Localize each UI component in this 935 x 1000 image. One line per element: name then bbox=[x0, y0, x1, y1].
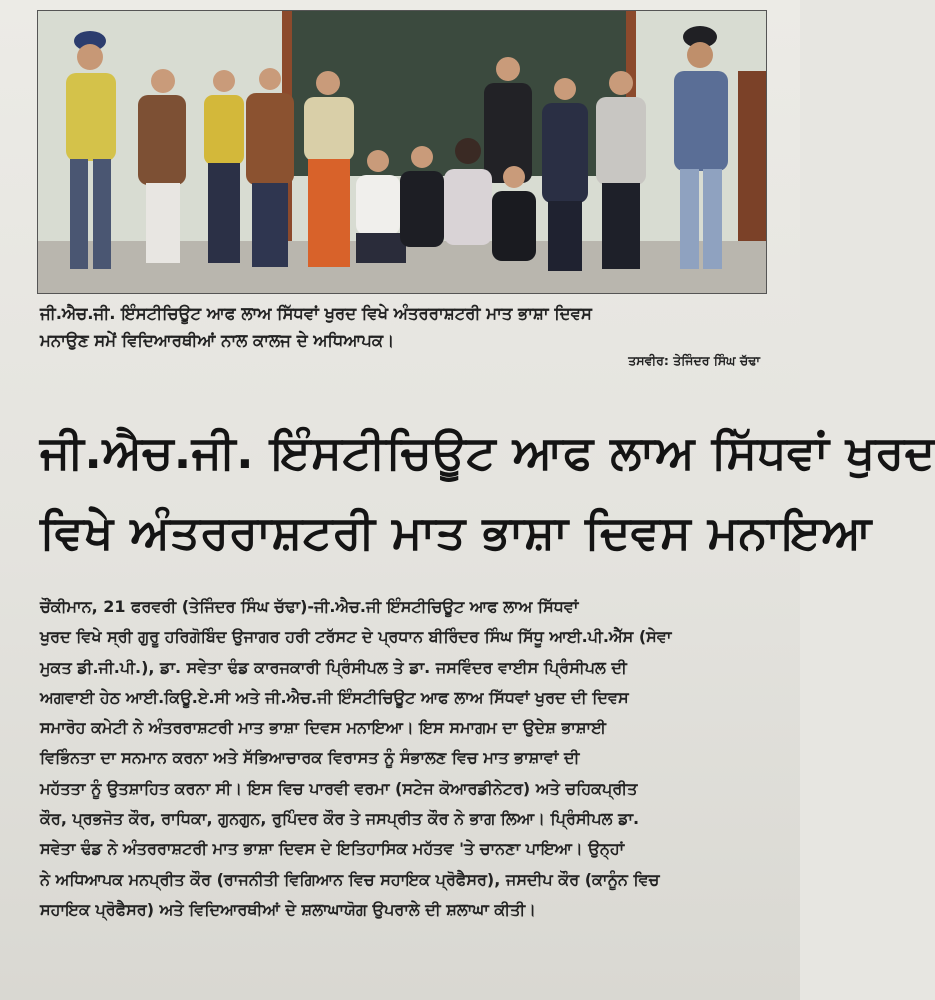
headline-line-1: ਜੀ.ਐਚ.ਜੀ. ਇੰਸਟੀਚਿਊਟ ਆਫ ਲਾਅ ਸਿੱਧਵਾਂ ਖੁਰਦ bbox=[40, 425, 935, 479]
body-line: ਚੌਂਕੀਮਾਨ, 21 ਫਰਵਰੀ (ਤੇਜਿੰਦਰ ਸਿੰਘ ਚੱਢਾ)-ਜੀ.ਐਚ.ਜੀ ਇੰਸਟੀਚਿਊਟ ਆਫ ਲਾਅ ਸਿੱਧਵਾਂ bbox=[40, 597, 579, 616]
body-line: ਨੇ ਅਧਿਆਪਕ ਮਨਪ੍ਰੀਤ ਕੌਰ (ਰਾਜਨੀਤੀ ਵਿਗਿਆਨ ਵਿਚ ਸਹਾਇਕ ਪ੍ਰੋਫੈਸਰ), ਜਸਦੀਪ ਕੌਰ (ਕਾਨੂੰਨ ਵਿਚ bbox=[40, 869, 660, 889]
body-line: ਸਹਾਇਕ ਪ੍ਰੋਫੈਸਰ) ਅਤੇ ਵਿਦਿਆਰਥੀਆਂ ਦੇ ਸ਼ਲਾਘਾਯੋਗ ਉਪਰਾਲੇ ਦੀ ਸ਼ਲਾਘਾ ਕੀਤੀ। bbox=[40, 899, 536, 919]
photo-caption bbox=[40, 300, 765, 354]
article-body bbox=[40, 592, 765, 925]
body-line: ਖੁਰਦ ਵਿਖੇ ਸ੍ਰੀ ਗੁਰੂ ਹਰਿਗੋਬਿੰਦ ਉਜਾਗਰ ਹਰੀ ਟਰੱਸਟ ਦੇ ਪ੍ਰਧਾਨ ਬੀਰਿੰਦਰ ਸਿੰਘ ਸਿੱਧੂ ਆਈ.ਪੀ.ਐੱਸ (ਸੇਵਾ bbox=[40, 627, 672, 647]
body-line: ਅਗਵਾਈ ਹੇਠ ਆਈ.ਕਿਊ.ਏ.ਸੀ ਅਤੇ ਜੀ.ਐਚ.ਜੀ ਇੰਸਟੀਚਿਊਟ ਆਫ ਲਾਅ ਸਿੱਧਵਾਂ ਖੁਰਦ ਦੀ ਦਿਵਸ bbox=[40, 687, 629, 707]
group-photo bbox=[37, 10, 767, 294]
body-line: ਸਵੇਤਾ ਢੰਡ ਨੇ ਅੰਤਰਰਾਸ਼ਟਰੀ ਮਾਤ ਭਾਸ਼ਾ ਦਿਵਸ ਦੇ ਇਤਿਹਾਸਿਕ ਮਹੱਤਵ 'ਤੇ ਚਾਨਣਾ ਪਾਇਆ। ਉਨ੍ਹਾਂ bbox=[40, 839, 625, 859]
body-line: ਕੌਰ, ਪ੍ਰਭਜੋਤ ਕੌਰ, ਰਾਧਿਕਾ, ਗੁਨਗੁਨ, ਰੁਪਿੰਦਰ ਕੌਰ ਤੇ ਜਸਪ੍ਰੀਤ ਕੌਰ ਨੇ ਭਾਗ ਲਿਆ। ਪ੍ਰਿੰਸੀਪਲ ਡਾ. bbox=[40, 809, 640, 829]
body-line: ਵਿਭਿੰਨਤਾ ਦਾ ਸਨਮਾਨ ਕਰਨਾ ਅਤੇ ਸੱਭਿਆਚਾਰਕ ਵਿਰਾਸਤ ਨੂੰ ਸੰਭਾਲਣ ਵਿਚ ਮਾਤ ਭਾਸ਼ਾਵਾਂ ਦੀ bbox=[40, 748, 580, 768]
caption-line-2: ਮਨਾਉਣ ਸਮੇਂ ਵਿਦਿਆਰਥੀਆਂ ਨਾਲ ਕਾਲਜ ਦੇ ਅਧਿਆਪਕ। bbox=[40, 331, 395, 350]
headline bbox=[40, 412, 935, 572]
caption-line-1: ਜੀ.ਐਚ.ਜੀ. ਇੰਸਟੀਚਿਊਟ ਆਫ ਲਾਅ ਸਿੱਧਵਾਂ ਖੁਰਦ ਵਿਖੇ ਅੰਤਰਰਾਸ਼ਟਰੀ ਮਾਤ ਭਾਸ਼ਾ ਦਿਵਸ bbox=[40, 304, 592, 323]
body-line: ਸਮਾਰੋਹ ਕਮੇਟੀ ਨੇ ਅੰਤਰਰਾਸ਼ਟਰੀ ਮਾਤ ਭਾਸ਼ਾ ਦਿਵਸ ਮਨਾਇਆ। ਇਸ ਸਮਾਗਮ ਦਾ ਉਦੇਸ਼ ਭਾਸ਼ਾਈ bbox=[40, 718, 606, 738]
headline-line-2: ਵਿਖੇ ਅੰਤਰਰਾਸ਼ਟਰੀ ਮਾਤ ਭਾਸ਼ਾ ਦਿਵਸ ਮਨਾਇਆ bbox=[40, 505, 872, 559]
photo-credit: ਤਸਵੀਰ: ਤੇਜਿੰਦਰ ਸਿੰਘ ਚੱਢਾ bbox=[628, 353, 760, 368]
body-line: ਮੁਕਤ ਡੀ.ਜੀ.ਪੀ.), ਡਾ. ਸਵੇਤਾ ਢੰਡ ਕਾਰਜਕਾਰੀ ਪ੍ਰਿੰਸੀਪਲ ਤੇ ਡਾ. ਜਸਵਿੰਦਰ ਵਾਈਸ ਪ੍ਰਿੰਸੀਪਲ ਦੀ bbox=[40, 657, 627, 677]
group-photo-illustration bbox=[38, 11, 766, 293]
body-line: ਮਹੱਤਤਾ ਨੂੰ ਉਤਸ਼ਾਹਿਤ ਕਰਨਾ ਸੀ। ਇਸ ਵਿਚ ਪਾਰਵੀ ਵਰਮਾ (ਸਟੇਜ ਕੋਆਰਡੀਨੇਟਰ) ਅਤੇ ਚਹਿਕਪ੍ਰੀਤ bbox=[40, 778, 638, 798]
